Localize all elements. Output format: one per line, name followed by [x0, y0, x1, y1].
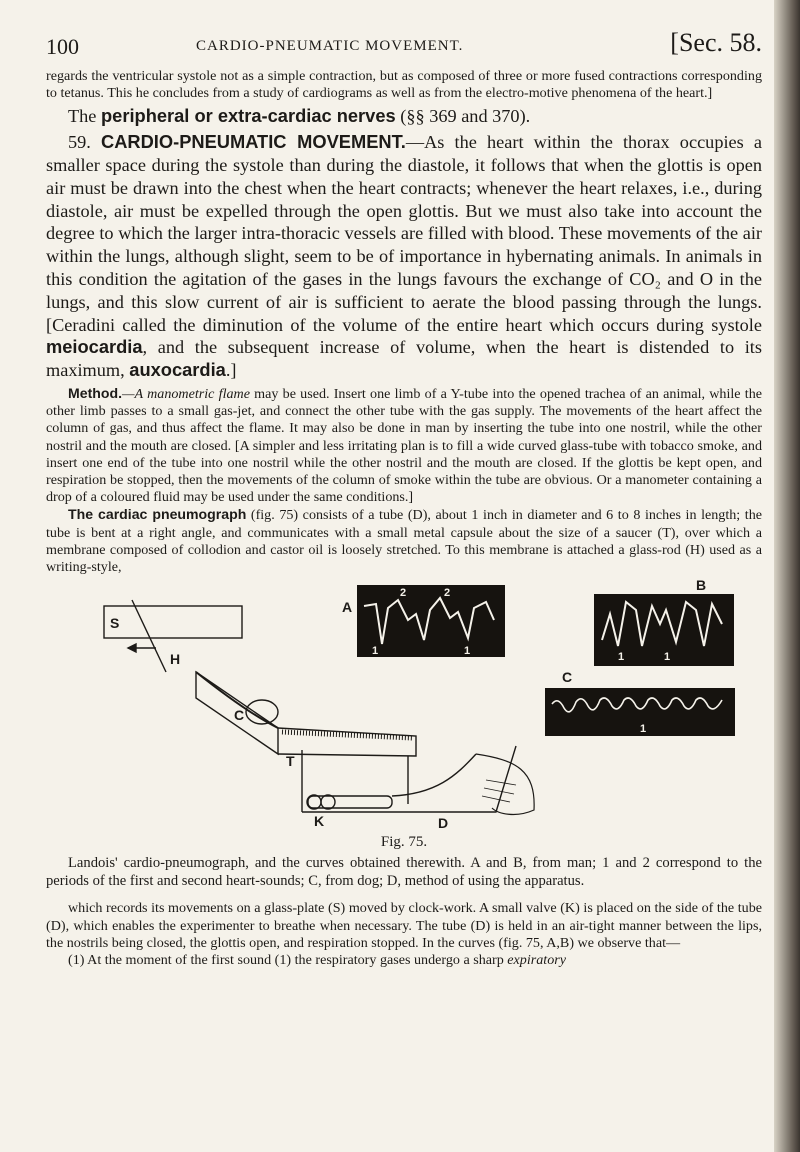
- label-a-2b: 2: [444, 587, 451, 600]
- intro-paragraph: regards the ventricular systole not as a simple contraction, but as composed of three or more fused contractions corresponding to tetanus. This he concludes from a study of cardiograms as well as from the electro-motive phenomena of the heart.]: [46, 68, 762, 102]
- peripheral-term: peripheral or extra-cardiac nerves: [101, 105, 396, 127]
- label-b: B: [696, 580, 707, 594]
- section-body-middle: , and the subsequent increase of volume, when the heart is distended to its maximum,: [46, 337, 762, 381]
- label-d: D: [438, 815, 449, 831]
- figure-75: [46, 580, 762, 830]
- label-a-1: 1: [372, 645, 379, 658]
- section-heading: CARDIO-PNEUMATIC MOVEMENT.: [101, 131, 406, 153]
- section-marker: [Sec. 58.: [670, 28, 762, 57]
- figure-number: Fig. 75.: [380, 834, 428, 851]
- section-body-end: .]: [225, 360, 237, 381]
- closing-item-1: [46, 952, 762, 969]
- closing-item-1-text: (1) At the moment of the first sound (1) the respiratory gases undergo a sharp: [68, 952, 508, 968]
- closing-item-1-italic: expiratory: [507, 952, 566, 968]
- page-number: 100: [46, 34, 79, 59]
- label-a: A: [342, 599, 353, 616]
- figure-drawing: [46, 580, 762, 830]
- method-text: may be used. Insert one limb of a Y-tube into the opened trachea of an animal, while the other limb passes to a small gas-jet, and connect the other tube with the gas supply. The movements of the heart affect the column of gas, and thus affect the flame. It may also be done in man by inserting the tube into one nostril, while the other nostril and the mouth are closed. [A simpler and less irritating plan is to fill a wide curved glass-tube with tobacco smoke, and insert one end of the tube into one nostril while the other nostril and the mouth are closed. If the glottis be kept open, and respiration be stopped, then the movements of the column of smoke within the tube are obvious. Or a manometer containing a drop of a coloured fluid may be used under the same conditions.]: [46, 385, 762, 506]
- label-k: K: [314, 813, 325, 830]
- label-a-1b: 1: [464, 645, 471, 658]
- label-b-1: 1: [618, 651, 625, 664]
- label-c: C: [234, 707, 245, 724]
- pneumograph-paragraph: [46, 506, 762, 576]
- label-c-1: 1: [640, 723, 647, 736]
- valve-k-2: [321, 795, 335, 809]
- tube-bend: [392, 754, 476, 796]
- pneumograph-text: (fig. 75) consists of a tube (D), about 1 inch in diameter and 6 to 8 inches in length; the tube is bent at a right angle, and communicates with a small metal capsule about the size of a saucer (T), over which a membrane composed of collodion and castor oil is loosely stretched. To this membrane is attached a glass-rod (H) used as a writing-style,: [46, 507, 762, 575]
- face-hatching: [482, 780, 516, 802]
- label-c-dog: C: [562, 669, 573, 686]
- term-meiocardia: meiocardia: [46, 336, 143, 358]
- figure-caption: Landois' cardio-pneumograph, and the curves obtained therewith. A and B, from man; 1 and 2 correspond to the periods of the first and second heart-sounds; C, from dog; D, method of using the apparatus.: [46, 855, 762, 889]
- peripheral-prefix: The: [68, 106, 101, 127]
- peripheral-nerves-line: [46, 105, 762, 128]
- valve-k: [307, 795, 321, 809]
- page-header: [46, 28, 762, 68]
- capsule-rim: [278, 728, 416, 756]
- term-auxocardia: auxocardia: [129, 359, 226, 381]
- method-label: Method.: [68, 384, 123, 401]
- section-number: 59.: [68, 132, 91, 153]
- pneumograph-term: The cardiac pneumograph: [68, 506, 247, 523]
- section-59-paragraph: [46, 131, 762, 382]
- closing-paragraph: which records its movements on a glass-plate (S) moved by clock-work. A small valve (K) is placed on the side of the tube (D), which enables the experimenter to breathe when necessary. The tube (D) is held in an air-tight manner between the lips, the nostrils being closed, the glottis open, and respiration stopped. In the curves (fig. 75, A,B) we observe that—: [46, 900, 762, 951]
- label-a-2: 2: [400, 587, 407, 600]
- label-s: S: [110, 615, 120, 632]
- label-t: T: [286, 753, 295, 770]
- book-page: [46, 28, 762, 969]
- label-b-1b: 1: [664, 651, 671, 664]
- method-paragraph: [46, 385, 762, 506]
- writing-style-rod: [132, 600, 166, 672]
- label-h: H: [170, 651, 181, 668]
- running-title: CARDIO-PNEUMATIC MOVEMENT.: [196, 38, 464, 54]
- section-body: —As the heart within the thorax occupies a smaller space during the systole than during the diastole, it follows that when the glottis is open air must be drawn into the chest when the heart contracts; whenever the heart relaxes, i.e., during diastole, air must be expelled through the open glottis. But we must also take into account the degree to which the larger intra-thoracic vessels are filled with blood. These movements of the air within the lungs, although slight, seem to be of importance in hybernating animals. In animals in this condition the agitation of the gases in the lungs favours the exchange of CO₂ and O in the lungs, and this slow current of air is sufficient to aerate the blood passing through the lungs. [Ceradini called the diminution of the volume of the entire heart which occurs during systole: [46, 132, 763, 335]
- glass-plate: [104, 606, 242, 638]
- method-italic: —A manometric flame: [122, 385, 250, 402]
- book-edge: [774, 0, 800, 1152]
- peripheral-suffix: (§§ 369 and 370).: [395, 106, 531, 127]
- arrow-head: [128, 644, 136, 652]
